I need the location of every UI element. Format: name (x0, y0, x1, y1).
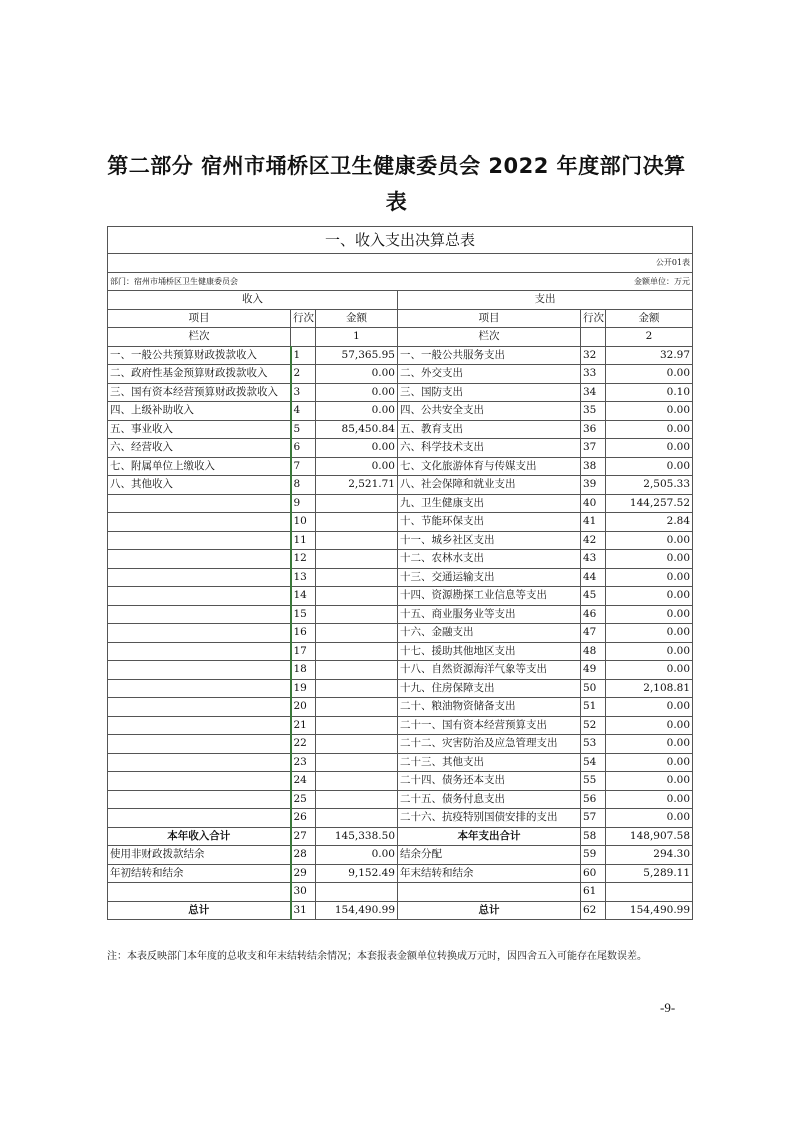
expense-row-number: 38 (581, 457, 606, 476)
income-item (108, 642, 291, 661)
expense-item: 十二、农林水支出 (398, 550, 581, 569)
expense-item: 一、一般公共服务支出 (398, 346, 581, 365)
expense-item: 十六、金融支出 (398, 624, 581, 643)
income-amount: 0.00 (316, 383, 398, 402)
table-row (108, 402, 693, 421)
expense-amount: 0.00 (606, 439, 693, 458)
income-item (108, 587, 291, 606)
income-row-number: 25 (291, 790, 316, 809)
income-header: 收入 (108, 291, 398, 310)
income-item (108, 494, 291, 513)
col-item-income: 项目 (108, 309, 291, 328)
expense-row-number: 52 (581, 716, 606, 735)
income-item (108, 550, 291, 569)
income-row-number: 8 (291, 476, 316, 495)
expense-amount: 0.00 (606, 809, 693, 828)
income-item (108, 624, 291, 643)
table-row (108, 457, 693, 476)
expense-amount: 2.84 (606, 513, 693, 532)
expense-row-number: 46 (581, 605, 606, 624)
income-row-number: 21 (291, 716, 316, 735)
expense-item: 十五、商业服务业等支出 (398, 605, 581, 624)
income-amount: 57,365.95 (316, 346, 398, 365)
income-amount (316, 531, 398, 550)
income-item: 七、附属单位上缴收入 (108, 457, 291, 476)
expense-amount: 0.00 (606, 365, 693, 384)
income-row-number: 10 (291, 513, 316, 532)
expense-item: 二十六、抗疫特别国债安排的支出 (398, 809, 581, 828)
expense-row-number: 40 (581, 494, 606, 513)
income-amount (316, 735, 398, 754)
expense-row-number: 37 (581, 439, 606, 458)
expense-row-number: 45 (581, 587, 606, 606)
table-row (108, 365, 693, 384)
expense-item: 十七、援助其他地区支出 (398, 642, 581, 661)
expense-item: 十三、交通运输支出 (398, 568, 581, 587)
income-total-label: 本年收入合计 (108, 827, 291, 846)
income-item: 二、政府性基金预算财政拨款收入 (108, 365, 291, 384)
expense-row-number: 33 (581, 365, 606, 384)
income-row-number: 20 (291, 698, 316, 717)
expense-item: 十四、资源勘探工业信息等支出 (398, 587, 581, 606)
expense-amount: 0.10 (606, 383, 693, 402)
expense-total-amount: 148,907.58 (606, 827, 693, 846)
grand-total-left-amount: 154,490.99 (316, 901, 398, 920)
expense-item: 二十、粮油物资储备支出 (398, 698, 581, 717)
col-row-expense: 行次 (581, 309, 606, 328)
department-label: 部门：宿州市埇桥区卫生健康委员会 (108, 272, 398, 291)
expense-amount: 0.00 (606, 550, 693, 569)
col-row-income: 行次 (291, 309, 316, 328)
table-row (108, 587, 693, 606)
row-60-label: 年末结转和结余 (398, 864, 581, 883)
income-row-number: 9 (291, 494, 316, 513)
expense-row-number: 54 (581, 753, 606, 772)
row-60-amount: 5,289.11 (606, 864, 693, 883)
expense-amount: 2,108.81 (606, 679, 693, 698)
expense-item: 二十二、灾害防治及应急管理支出 (398, 735, 581, 754)
table-row (108, 420, 693, 439)
expense-item: 五、教育支出 (398, 420, 581, 439)
page-number: -9- (660, 1000, 676, 1015)
expense-amount: 0.00 (606, 642, 693, 661)
table-row (108, 439, 693, 458)
income-amount (316, 661, 398, 680)
expense-row-number: 53 (581, 735, 606, 754)
income-amount (316, 679, 398, 698)
expense-amount: 0.00 (606, 605, 693, 624)
income-item (108, 772, 291, 791)
row-61-label (398, 883, 581, 902)
income-amount (316, 753, 398, 772)
income-item (108, 753, 291, 772)
table-row (108, 624, 693, 643)
income-item (108, 698, 291, 717)
table-row (108, 642, 693, 661)
table-row (108, 605, 693, 624)
income-item (108, 568, 291, 587)
income-amount (316, 790, 398, 809)
income-row-number: 3 (291, 383, 316, 402)
income-row-number: 15 (291, 605, 316, 624)
lanci-label-expense: 栏次 (398, 328, 581, 347)
income-item: 八、其他收入 (108, 476, 291, 495)
expense-amount: 0.00 (606, 735, 693, 754)
table-row (108, 716, 693, 735)
expense-item: 二十五、债务付息支出 (398, 790, 581, 809)
income-amount (316, 550, 398, 569)
expense-item: 二十四、债务还本支出 (398, 772, 581, 791)
expense-row-number: 48 (581, 642, 606, 661)
income-row-number: 23 (291, 753, 316, 772)
expense-item: 九、卫生健康支出 (398, 494, 581, 513)
income-amount: 0.00 (316, 439, 398, 458)
expense-total-label: 本年支出合计 (398, 827, 581, 846)
table-row (108, 772, 693, 791)
income-row-number: 13 (291, 568, 316, 587)
row-59-num: 59 (581, 846, 606, 865)
expense-amount: 0.00 (606, 753, 693, 772)
expense-amount: 0.00 (606, 420, 693, 439)
expense-amount: 0.00 (606, 698, 693, 717)
income-total-row: 27 (291, 827, 316, 846)
expense-row-number: 56 (581, 790, 606, 809)
grand-total-right-amount: 154,490.99 (606, 901, 693, 920)
expense-row-number: 39 (581, 476, 606, 495)
row-29-amount: 9,152.49 (316, 864, 398, 883)
row-61-amount (606, 883, 693, 902)
income-amount: 0.00 (316, 365, 398, 384)
expense-row-number: 34 (581, 383, 606, 402)
page-title-line1: 第二部分 宿州市埇桥区卫生健康委员会 2022 年度部门决算 (107, 154, 686, 178)
income-item (108, 605, 291, 624)
income-item (108, 513, 291, 532)
table-row (108, 568, 693, 587)
income-amount (316, 772, 398, 791)
expense-row-number: 36 (581, 420, 606, 439)
income-row-number: 14 (291, 587, 316, 606)
expense-row-number: 44 (581, 568, 606, 587)
lanci-label-income: 栏次 (108, 328, 291, 347)
table-row (108, 735, 693, 754)
expense-item: 十、节能环保支出 (398, 513, 581, 532)
page-title-line2: 表 (385, 190, 408, 214)
income-amount (316, 494, 398, 513)
expense-row-number: 43 (581, 550, 606, 569)
income-item (108, 661, 291, 680)
income-row-number: 5 (291, 420, 316, 439)
grand-total-right-label: 总计 (398, 901, 581, 920)
table-row (108, 531, 693, 550)
income-row-number: 19 (291, 679, 316, 698)
expense-total-row: 58 (581, 827, 606, 846)
expense-amount: 2,505.33 (606, 476, 693, 495)
row-61-num: 61 (581, 883, 606, 902)
income-item: 四、上级补助收入 (108, 402, 291, 421)
expense-item: 二十一、国有资本经营预算支出 (398, 716, 581, 735)
lanci-blank-income (291, 328, 316, 347)
lanci-num-1: 1 (316, 328, 398, 347)
income-item (108, 809, 291, 828)
lanci-num-2: 2 (606, 328, 693, 347)
row-28-num: 28 (291, 846, 316, 865)
row-60-num: 60 (581, 864, 606, 883)
row-30-amount (316, 883, 398, 902)
table-row (108, 346, 693, 365)
expense-amount: 0.00 (606, 624, 693, 643)
grand-total-right-num: 62 (581, 901, 606, 920)
row-59-amount: 294.30 (606, 846, 693, 865)
income-item: 五、事业收入 (108, 420, 291, 439)
income-row-number: 1 (291, 346, 316, 365)
income-amount: 2,521.71 (316, 476, 398, 495)
income-item (108, 790, 291, 809)
table-row (108, 513, 693, 532)
income-total-amount: 145,338.50 (316, 827, 398, 846)
expense-item: 十八、自然资源海洋气象等支出 (398, 661, 581, 680)
table-row (108, 698, 693, 717)
income-amount (316, 698, 398, 717)
table-row (108, 679, 693, 698)
expense-item: 八、社会保障和就业支出 (398, 476, 581, 495)
income-amount (316, 642, 398, 661)
expense-amount: 0.00 (606, 531, 693, 550)
income-row-number: 24 (291, 772, 316, 791)
col-amount-income: 金额 (316, 309, 398, 328)
income-item: 一、一般公共预算财政拨款收入 (108, 346, 291, 365)
income-amount (316, 809, 398, 828)
table-row (108, 383, 693, 402)
income-row-number: 2 (291, 365, 316, 384)
table-row (108, 550, 693, 569)
expense-row-number: 55 (581, 772, 606, 791)
income-row-number: 18 (291, 661, 316, 680)
table-subtitle: 一、收入支出决算总表 (108, 227, 693, 254)
expense-item: 十九、住房保障支出 (398, 679, 581, 698)
income-amount (316, 624, 398, 643)
expense-row-number: 42 (581, 531, 606, 550)
row-29-num: 29 (291, 864, 316, 883)
income-item (108, 531, 291, 550)
income-amount (316, 587, 398, 606)
income-item (108, 716, 291, 735)
expense-amount: 0.00 (606, 716, 693, 735)
expense-amount: 0.00 (606, 772, 693, 791)
table-row (108, 809, 693, 828)
income-item: 三、国有资本经营预算财政拨款收入 (108, 383, 291, 402)
expense-amount: 0.00 (606, 568, 693, 587)
income-item: 六、经营收入 (108, 439, 291, 458)
income-row-number: 17 (291, 642, 316, 661)
table-footnote: 注：本表反映部门本年度的总收支和年末结转结余情况；本套报表金额单位转换成万元时，因四舍五入可能存在尾数误差。 (107, 951, 647, 962)
expense-item: 二十三、其他支出 (398, 753, 581, 772)
income-row-number: 6 (291, 439, 316, 458)
expense-row-number: 57 (581, 809, 606, 828)
grand-total-left-num: 31 (291, 901, 316, 920)
income-row-number: 12 (291, 550, 316, 569)
grand-total-left-label: 总计 (108, 901, 291, 920)
expense-row-number: 50 (581, 679, 606, 698)
table-row (108, 790, 693, 809)
expense-item: 二、外交支出 (398, 365, 581, 384)
col-item-expense: 项目 (398, 309, 581, 328)
income-amount: 0.00 (316, 402, 398, 421)
income-row-number: 16 (291, 624, 316, 643)
col-amount-expense: 金额 (606, 309, 693, 328)
expense-header: 支出 (398, 291, 693, 310)
expense-row-number: 35 (581, 402, 606, 421)
expense-amount: 144,257.52 (606, 494, 693, 513)
income-amount (316, 513, 398, 532)
expense-item: 七、文化旅游体育与传媒支出 (398, 457, 581, 476)
expense-item: 六、科学技术支出 (398, 439, 581, 458)
income-row-number: 7 (291, 457, 316, 476)
expense-amount: 0.00 (606, 402, 693, 421)
row-30-num: 30 (291, 883, 316, 902)
expense-amount: 0.00 (606, 661, 693, 680)
expense-row-number: 51 (581, 698, 606, 717)
table-row (108, 661, 693, 680)
income-row-number: 22 (291, 735, 316, 754)
income-row-number: 26 (291, 809, 316, 828)
income-amount: 0.00 (316, 457, 398, 476)
budget-summary-table (107, 226, 693, 920)
expense-amount: 32.97 (606, 346, 693, 365)
income-row-number: 4 (291, 402, 316, 421)
lanci-blank-expense (581, 328, 606, 347)
row-28-amount: 0.00 (316, 846, 398, 865)
expense-row-number: 47 (581, 624, 606, 643)
row-28-label: 使用非财政拨款结余 (108, 846, 291, 865)
expense-row-number: 32 (581, 346, 606, 365)
table-row (108, 753, 693, 772)
expense-item: 四、公共安全支出 (398, 402, 581, 421)
income-amount (316, 568, 398, 587)
expense-row-number: 41 (581, 513, 606, 532)
row-59-label: 结余分配 (398, 846, 581, 865)
table-row (108, 494, 693, 513)
income-item (108, 679, 291, 698)
income-amount: 85,450.84 (316, 420, 398, 439)
expense-amount: 0.00 (606, 587, 693, 606)
expense-amount: 0.00 (606, 457, 693, 476)
row-30-label (108, 883, 291, 902)
expense-amount: 0.00 (606, 790, 693, 809)
row-29-label: 年初结转和结余 (108, 864, 291, 883)
expense-item: 三、国防支出 (398, 383, 581, 402)
income-amount (316, 716, 398, 735)
expense-row-number: 49 (581, 661, 606, 680)
table-row (108, 476, 693, 495)
income-amount (316, 605, 398, 624)
expense-item: 十一、城乡社区支出 (398, 531, 581, 550)
amount-unit: 金额单位：万元 (398, 272, 693, 291)
income-item (108, 735, 291, 754)
income-row-number: 11 (291, 531, 316, 550)
form-number: 公开01表 (108, 254, 693, 273)
